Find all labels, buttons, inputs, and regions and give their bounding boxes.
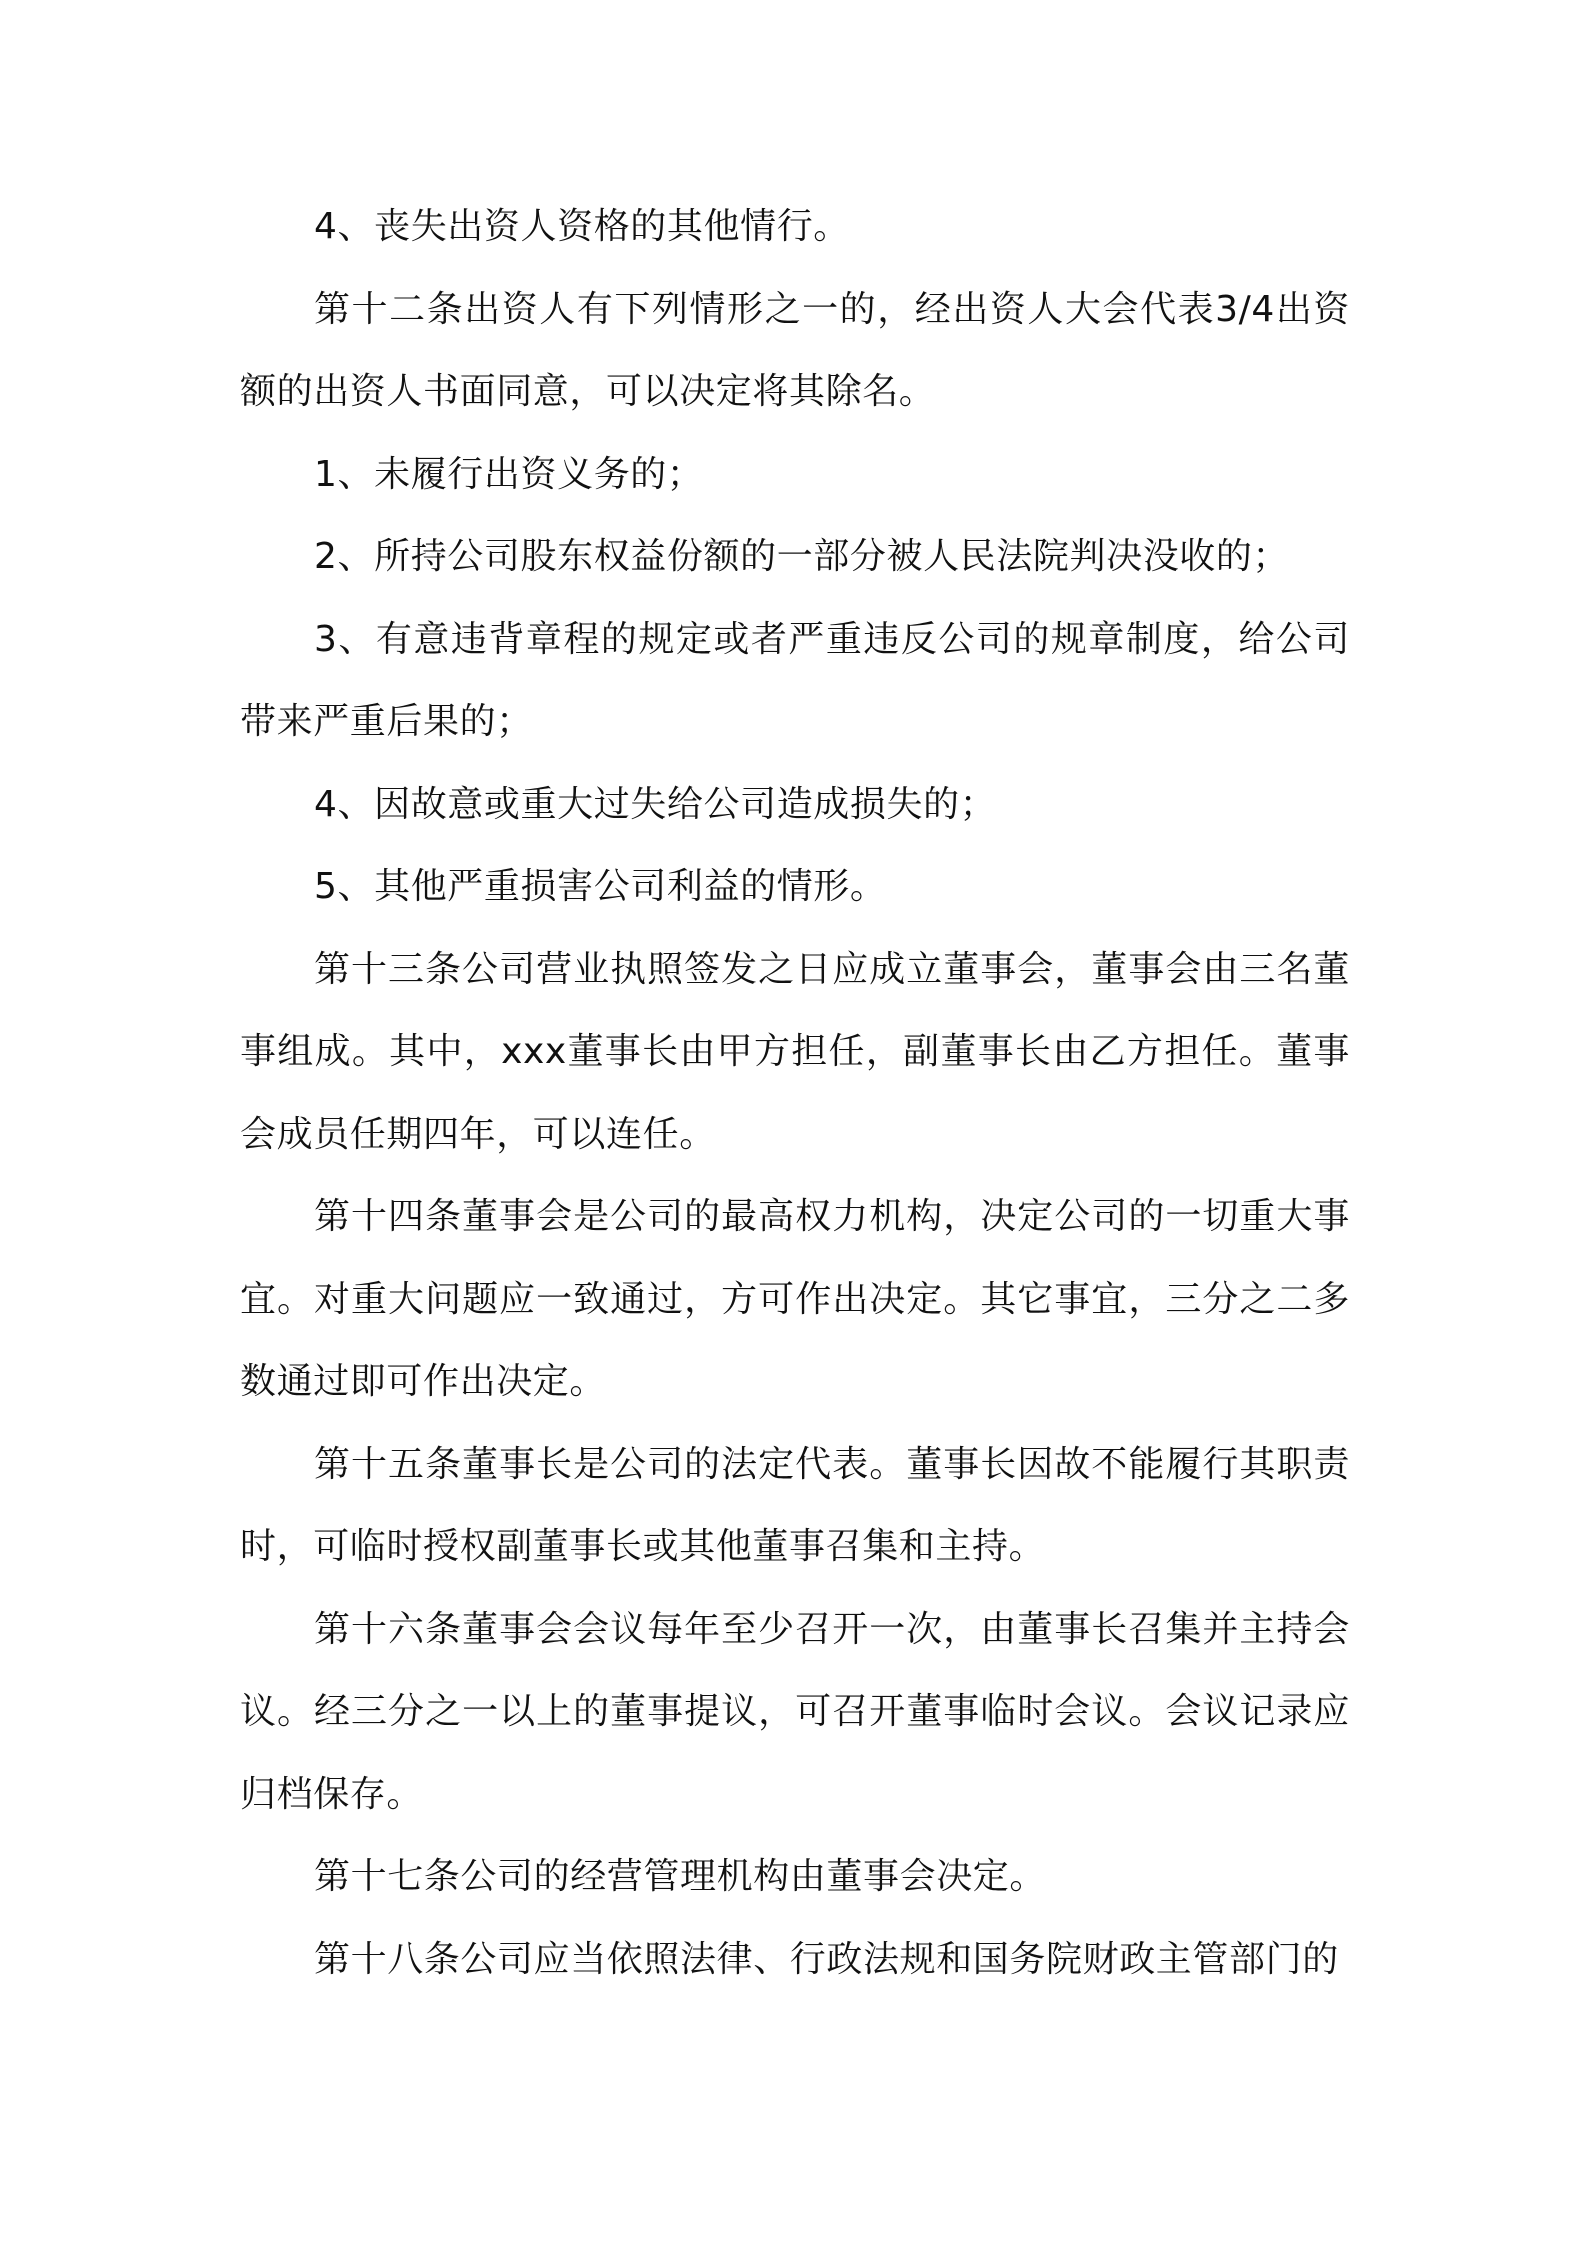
paragraph-article-12: 第十二条出资人有下列情形之一的，经出资人大会代表3/4出资额的出资人书面同意，可以决定将其除名。 — [240, 288, 1350, 412]
paragraph-article-17: 第十七条公司的经营管理机构由董事会决定。 — [314, 1856, 1047, 1897]
paragraph-item-3-violation-of-rules: 3、有意违背章程的规定或者严重违反公司的规章制度，给公司带来严重后果的； — [240, 618, 1350, 742]
paragraph-article-13: 第十三条公司营业执照签发之日应成立董事会，董事会由三名董事组成。其中，xxx董事长由甲方担任，副董事长由乙方担任。董事会成员任期四年，可以连任。 — [240, 948, 1350, 1155]
paragraph-item-2-confiscated-share: 2、所持公司股东权益份额的一部分被人民法院判决没收的； — [314, 536, 1290, 577]
paragraph-item-5-other-harm: 5、其他严重损害公司利益的情形。 — [314, 866, 887, 907]
paragraph-article-16: 第十六条董事会会议每年至少召开一次，由董事长召集并主持会议。经三分之一以上的董事提议，可召开董事临时会议。会议记录应归档保存。 — [240, 1608, 1350, 1815]
paragraph-article-14: 第十四条董事会是公司的最高权力机构，决定公司的一切重大事宜。对重大问题应一致通过，方可作出决定。其它事宜，三分之二多数通过即可作出决定。 — [240, 1196, 1350, 1402]
paragraph-item-1-unfulfilled-obligation: 1、未履行出资义务的； — [314, 453, 704, 495]
paragraph-item-4-loss-of-qualification: 4、丧失出资人资格的其他情行。 — [314, 206, 850, 247]
paragraph-item-4-negligence-loss: 4、因故意或重大过失给公司造成损失的； — [314, 783, 997, 825]
paragraph-article-15: 第十五条董事长是公司的法定代表。董事长因故不能履行其职责时，可临时授权副董事长或其他董事召集和主持。 — [240, 1443, 1350, 1567]
paragraph-article-18: 第十八条公司应当依照法律、行政法规和国务院财政主管部门的 — [314, 1938, 1339, 1980]
document-body — [240, 186, 1350, 2001]
